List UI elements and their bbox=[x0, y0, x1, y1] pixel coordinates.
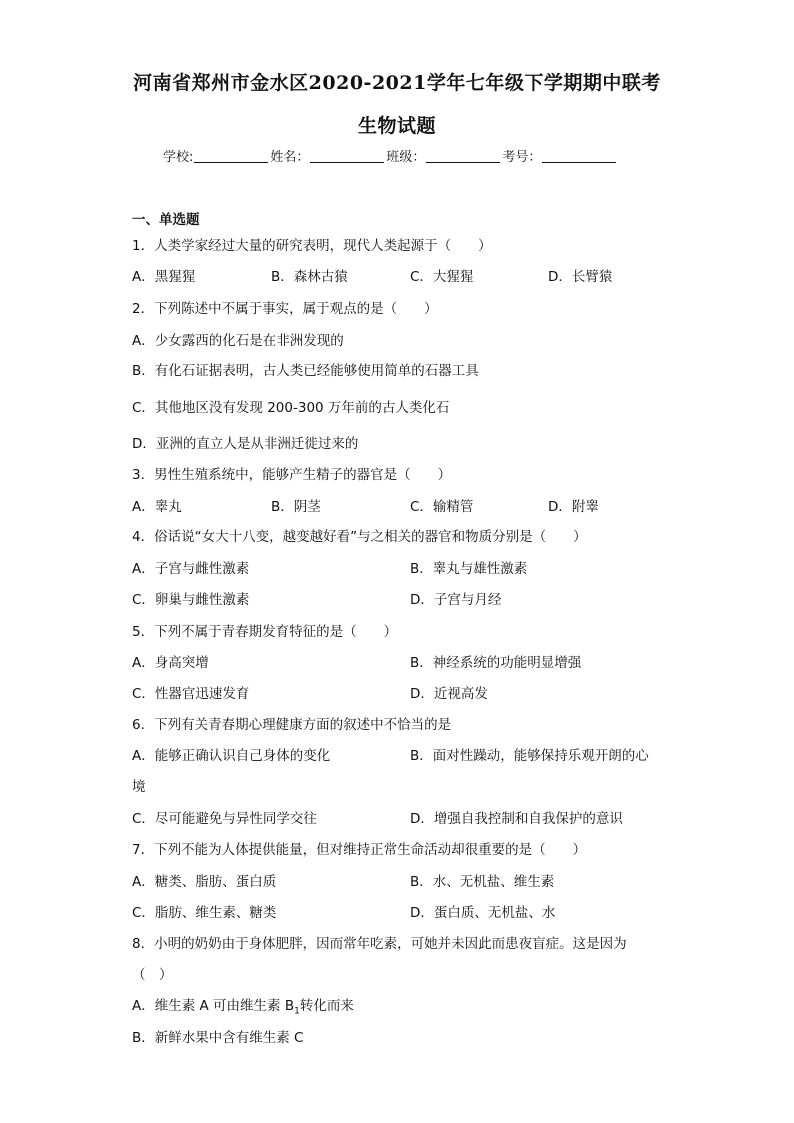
student-info-line bbox=[163, 146, 618, 165]
option-text-tail: 转化而来 bbox=[299, 998, 354, 1014]
option: C．其他地区没有发现 200-300 万年前的古人类化石 bbox=[132, 400, 450, 416]
option: B．睾丸与雄性激素 bbox=[410, 561, 528, 577]
option: D．蛋白质、无机盐、水 bbox=[410, 905, 556, 921]
question-stem: 3．男性生殖系统中，能够产生精子的器官是（ ） bbox=[132, 467, 452, 483]
question-stem: 1．人类学家经过大量的研究表明，现代人类起源于（ ） bbox=[132, 238, 492, 254]
question-stem: 7．下列不能为人体提供能量，但对维持正常生命活动却很重要的是（ ） bbox=[132, 842, 587, 858]
school-label: 学校: bbox=[163, 150, 194, 165]
option: D．近视高发 bbox=[410, 686, 488, 702]
option: A．睾丸 bbox=[132, 499, 182, 515]
option: D．子宫与月经 bbox=[410, 592, 502, 608]
option: C．性器官迅速发育 bbox=[132, 686, 250, 702]
class-blank[interactable] bbox=[426, 149, 500, 163]
name-label: 姓名： bbox=[270, 150, 310, 165]
option-continued: 境 bbox=[132, 779, 146, 795]
option: B．神经系统的功能明显增强 bbox=[410, 655, 582, 671]
option: B．面对性躁动，能够保持乐观开朗的心 bbox=[410, 748, 649, 764]
option: D．亚洲的直立人是从非洲迁徙过来的 bbox=[132, 436, 359, 452]
option: C．输精管 bbox=[410, 499, 474, 515]
option: A．子宫与雌性激素 bbox=[132, 561, 250, 577]
option: B．水、无机盐、维生素 bbox=[410, 874, 555, 890]
question-stem: 6．下列有关青春期心理健康方面的叙述中不恰当的是 bbox=[132, 717, 452, 733]
option: A．糖类、脂肪、蛋白质 bbox=[132, 874, 277, 890]
question-stem: 5．下列不属于青春期发育特征的是（ ） bbox=[132, 624, 398, 640]
option: A．黑猩猩 bbox=[132, 269, 196, 285]
subscript: 1 bbox=[294, 1006, 300, 1017]
option: C．尽可能避免与异性同学交往 bbox=[132, 811, 317, 827]
option: A．少女露西的化石是在非洲发现的 bbox=[132, 333, 344, 349]
exam-title: 河南省郑州市金水区2020-2021学年七年级下学期期中联考 bbox=[133, 72, 661, 94]
option: C．大猩猩 bbox=[410, 269, 474, 285]
option: B．阴茎 bbox=[271, 499, 321, 515]
name-blank[interactable] bbox=[310, 149, 384, 163]
option bbox=[132, 994, 354, 1017]
section-heading: 一、单选题 bbox=[132, 212, 200, 228]
question-stem: 4．俗话说“女大十八变，越变越好看”与之相关的器官和物质分别是（ ） bbox=[132, 529, 587, 545]
question-stem-continued: （ ） bbox=[132, 967, 173, 983]
question-stem: 8．小明的奶奶由于身体肥胖，因而常年吃素，可她并未因此而患夜盲症。这是因为 bbox=[132, 936, 627, 952]
class-label: 班级： bbox=[386, 150, 426, 165]
option: D．附睾 bbox=[548, 499, 599, 515]
school-blank[interactable] bbox=[194, 149, 268, 163]
option: C．卵巢与雌性激素 bbox=[132, 592, 250, 608]
option-text: A．维生素 A 可由维生素 B bbox=[132, 998, 295, 1014]
option: D．长臂猿 bbox=[548, 269, 613, 285]
number-blank[interactable] bbox=[542, 149, 616, 163]
option: B．有化石证据表明，古人类已经能够使用简单的石器工具 bbox=[132, 363, 479, 379]
option: D．增强自我控制和自我保护的意识 bbox=[410, 811, 623, 827]
option: C．脂肪、维生素、糖类 bbox=[132, 905, 277, 921]
number-label: 考号： bbox=[502, 150, 542, 165]
exam-subtitle: 生物试题 bbox=[357, 115, 436, 137]
question-stem: 2．下列陈述中不属于事实，属于观点的是（ ） bbox=[132, 301, 438, 317]
option: B．森林古猿 bbox=[271, 269, 348, 285]
option: A．身高突增 bbox=[132, 655, 209, 671]
option: A．能够正确认识自己身体的变化 bbox=[132, 748, 331, 764]
option: B．新鲜水果中含有维生素 C bbox=[132, 1030, 304, 1046]
